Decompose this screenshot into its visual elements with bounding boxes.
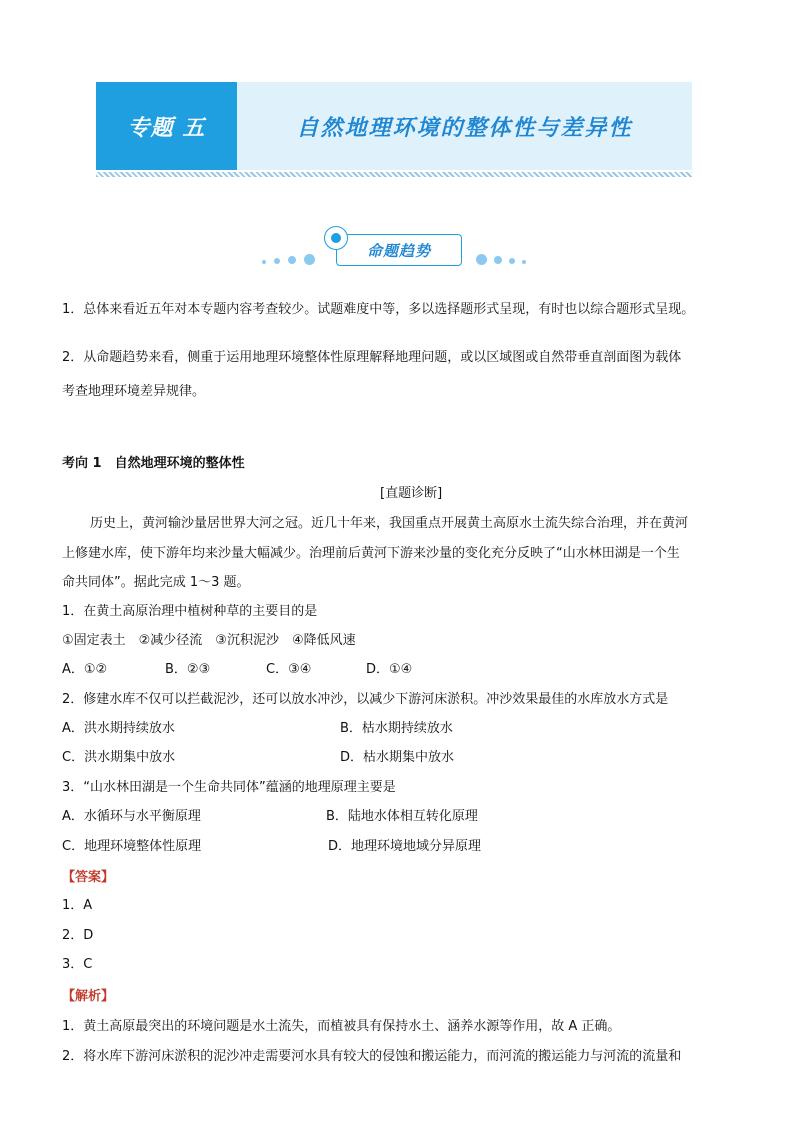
q3-option-c: C．地理环境整体性原理: [62, 839, 202, 854]
q1-option-b: B．②③: [165, 662, 211, 677]
q2-option-d: D．枯水期集中放水: [340, 750, 455, 765]
banner-divider: [96, 172, 692, 177]
decor-dot: [522, 260, 526, 264]
decor-dot: [476, 254, 487, 265]
header-banner: [96, 82, 692, 170]
diagnosis-label: [直题诊断]: [380, 486, 443, 501]
trend-point-1: 1．总体来看近五年对本专题内容考查较少。试题难度中等，多以选择题形式呈现，有时也以综合题形式呈现。: [62, 302, 695, 317]
analysis-1: 1．黄土高原最突出的环境问题是水土流失，而植被具有保持水土、涵养水源等作用，故 A 正确。: [62, 1019, 621, 1034]
q3-option-b: B．陆地水体相互转化原理: [326, 809, 478, 824]
q2-option-c: C．洪水期集中放水: [62, 750, 176, 765]
q1-option-d: D．①④: [366, 662, 413, 677]
analysis-heading: 【解析】: [62, 989, 115, 1004]
trend-badge: [258, 224, 538, 272]
topic-number-label: 专题 五: [96, 82, 237, 170]
q2-option-a: A．洪水期持续放水: [62, 721, 175, 736]
decor-dot: [494, 256, 502, 264]
eye-icon: [324, 226, 348, 250]
passage-line: 历史上，黄河输沙量居世界大河之冠。近几十年来，我国重点开展黄土高原水土流失综合治理，并在黄河: [90, 516, 689, 531]
trend-point-2-cont: 考查地理环境差异规律。: [62, 384, 206, 399]
q3-option-d: D．地理环境地域分异原理: [328, 839, 482, 854]
decor-dot: [262, 260, 266, 264]
answer-2: 2．D: [62, 928, 94, 943]
passage-line: 上修建水库，使下游年均来沙量大幅减少。治理前后黄河下游来沙量的变化充分反映了“山水林田湖是一个生: [62, 546, 680, 561]
question-1-items: ①固定表土 ②减少径流 ③沉积泥沙 ④降低风速: [62, 633, 356, 648]
answer-heading: 【答案】: [62, 870, 115, 885]
q1-option-c: C．③④: [266, 662, 312, 677]
q3-option-a: A．水循环与水平衡原理: [62, 809, 201, 824]
answer-3: 3．C: [62, 957, 93, 972]
question-1: 1．在黄土高原治理中植树种草的主要目的是: [62, 604, 318, 619]
trend-label: 命题趋势: [336, 234, 462, 266]
answer-1: 1．A: [62, 898, 93, 913]
topic-title: 自然地理环境的整体性与差异性: [296, 115, 633, 141]
trend-point-2: 2．从命题趋势来看，侧重于运用地理环境整体性原理解释地理问题，或以区域图或自然带垂直剖面图为载体: [62, 350, 682, 365]
q2-option-b: B．枯水期持续放水: [340, 721, 453, 736]
passage-line: 命共同体”。据此完成 1～3 题。: [62, 575, 250, 590]
question-2: 2．修建水库不仅可以拦截泥沙，还可以放水冲沙，以减少下游河床淤积。冲沙效果最佳的水库放水方式是: [62, 692, 669, 707]
decor-dot: [288, 256, 296, 264]
analysis-2: 2．将水库下游河床淤积的泥沙冲走需要河水具有较大的侵蚀和搬运能力，而河流的搬运能力与河流的流量和: [62, 1049, 682, 1064]
q1-option-a: A．①②: [62, 662, 108, 677]
decor-dot: [509, 258, 515, 264]
decor-dot: [274, 258, 280, 264]
question-3: 3．“山水林田湖是一个生命共同体”蕴涵的地理原理主要是: [62, 780, 396, 795]
section-heading: 考向 1 自然地理环境的整体性: [62, 456, 245, 471]
decor-dot: [304, 254, 315, 265]
